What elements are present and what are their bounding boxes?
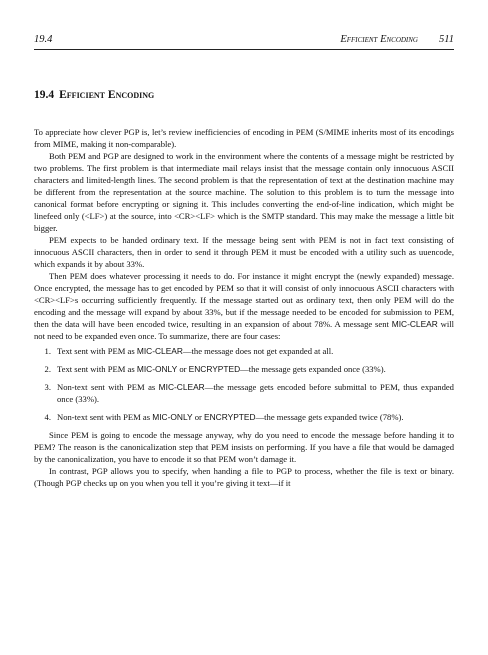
cases-list (34, 345, 454, 423)
list-item-text: Non-text sent with PEM as (57, 382, 159, 392)
list-item-term: MIC-ONLY (136, 364, 178, 374)
list-item-number: 1. (44, 346, 51, 356)
list-item-text: Text sent with PEM as (57, 346, 137, 356)
paragraph-intro: To appreciate how clever PGP is, let’s review inefficiencies of encoding in PEM (S/MIME inherits most of its encodings from MIME, making it non-comparable). (34, 127, 454, 149)
paragraph-pem-processing (34, 270, 454, 342)
list-item-number: 4. (44, 412, 51, 422)
paragraph-pem-expects: PEM expects to be handed ordinary text. If the message being sent with PEM is not in fact text consisting of innocuous ASCII characters, then in order to send it through PEM it must be encoded with a utility such as uuencode, which expands it by about 33%. (34, 235, 454, 269)
list-item (34, 381, 454, 405)
list-item-text: —the message gets expanded once (33%). (240, 364, 386, 374)
running-head-section-title: Efficient Encoding (340, 34, 418, 45)
list-item-term: ENCRYPTED (204, 412, 256, 422)
list-item-text: Text sent with PEM as (57, 364, 137, 374)
paragraph-why-encode: Since PEM is going to encode the message anyway, why do you need to encode the message before handing it to PEM? The reason is the canonicalization step that PEM insists on performing. If you have a file that would be damaged by the canonicalization, you have to encode it so that PEM won’t damage it. (34, 430, 454, 464)
paragraph-pgp-contrast: In contrast, PGP allows you to specify, when handing a file to PGP to process, whether the file is text or binary. (Though PGP checks up on you when you tell it you’re giving it text—if it (34, 466, 454, 488)
list-item-text: or (192, 412, 205, 422)
list-item-text: or (177, 364, 189, 374)
list-item-term: ENCRYPTED (188, 364, 241, 374)
paragraph-problems: Both PEM and PGP are designed to work in the environment where the contents of a message might be restricted by two problems. The first problem is that intermediate mail relays insist that the message contain only innocuous ASCII characters and limited-length lines. The second problem is that the representation of text at the destination machine may be different from the representation at the source machine. The solution to this problem is to turn the message into canonical format before encrypting or signing it. This includes converting the end-of-line indication, which might be linefeed only (<LF>) at the source, into <CR><LF> which is the SMTP standard. This may make the message a little bit bigger. (34, 151, 454, 233)
mic-clear-term: MIC-CLEAR (391, 319, 438, 329)
paragraph-pem-processing-text: Then PEM does whatever processing it needs to do. For instance it might encrypt the (newly expanded) message. Once encrypted, the message has to get encoded by PEM so that it will consist of only innocuous ASCII characters with <CR><LF>s occurring sufficiently frequently. If the message started out as ordinary text, then only PEM will do the encoding and the message will expand by about 33%, but if the message needed to be encoded for submission to PEM, then the data will have been encoded twice, resulting in an expansion of about 78%. A message sent (34, 271, 454, 329)
section-heading-number: 19.4 (34, 89, 55, 101)
running-head (34, 33, 454, 47)
list-item-text: —the message does not get expanded at all. (182, 346, 334, 356)
list-item-term: MIC-CLEAR (136, 346, 183, 356)
page-number: 511 (439, 34, 454, 45)
section-heading-title: Efficient Encoding (59, 89, 155, 101)
list-item-term: MIC-CLEAR (158, 382, 205, 392)
paragraph-pem-processing-tail: will not need to be expanded even once. To summarize, there are four cases: (34, 319, 454, 341)
running-head-section-number: 19.4 (34, 34, 53, 45)
list-item-number: 3. (44, 382, 51, 392)
list-item (34, 411, 454, 423)
list-item (34, 363, 454, 375)
list-item-text: —the message gets encoded before submittal to PEM, thus expanded once (33%). (57, 382, 454, 404)
list-item-number: 2. (44, 364, 51, 374)
body-text (34, 126, 454, 489)
header-rule (34, 49, 454, 50)
list-item-term: MIC-ONLY (152, 412, 193, 422)
list-item (34, 345, 454, 357)
list-item-text: —the message gets expanded twice (78%). (255, 412, 404, 422)
section-heading (34, 88, 454, 102)
list-item-text: Non-text sent with PEM as (57, 412, 153, 422)
